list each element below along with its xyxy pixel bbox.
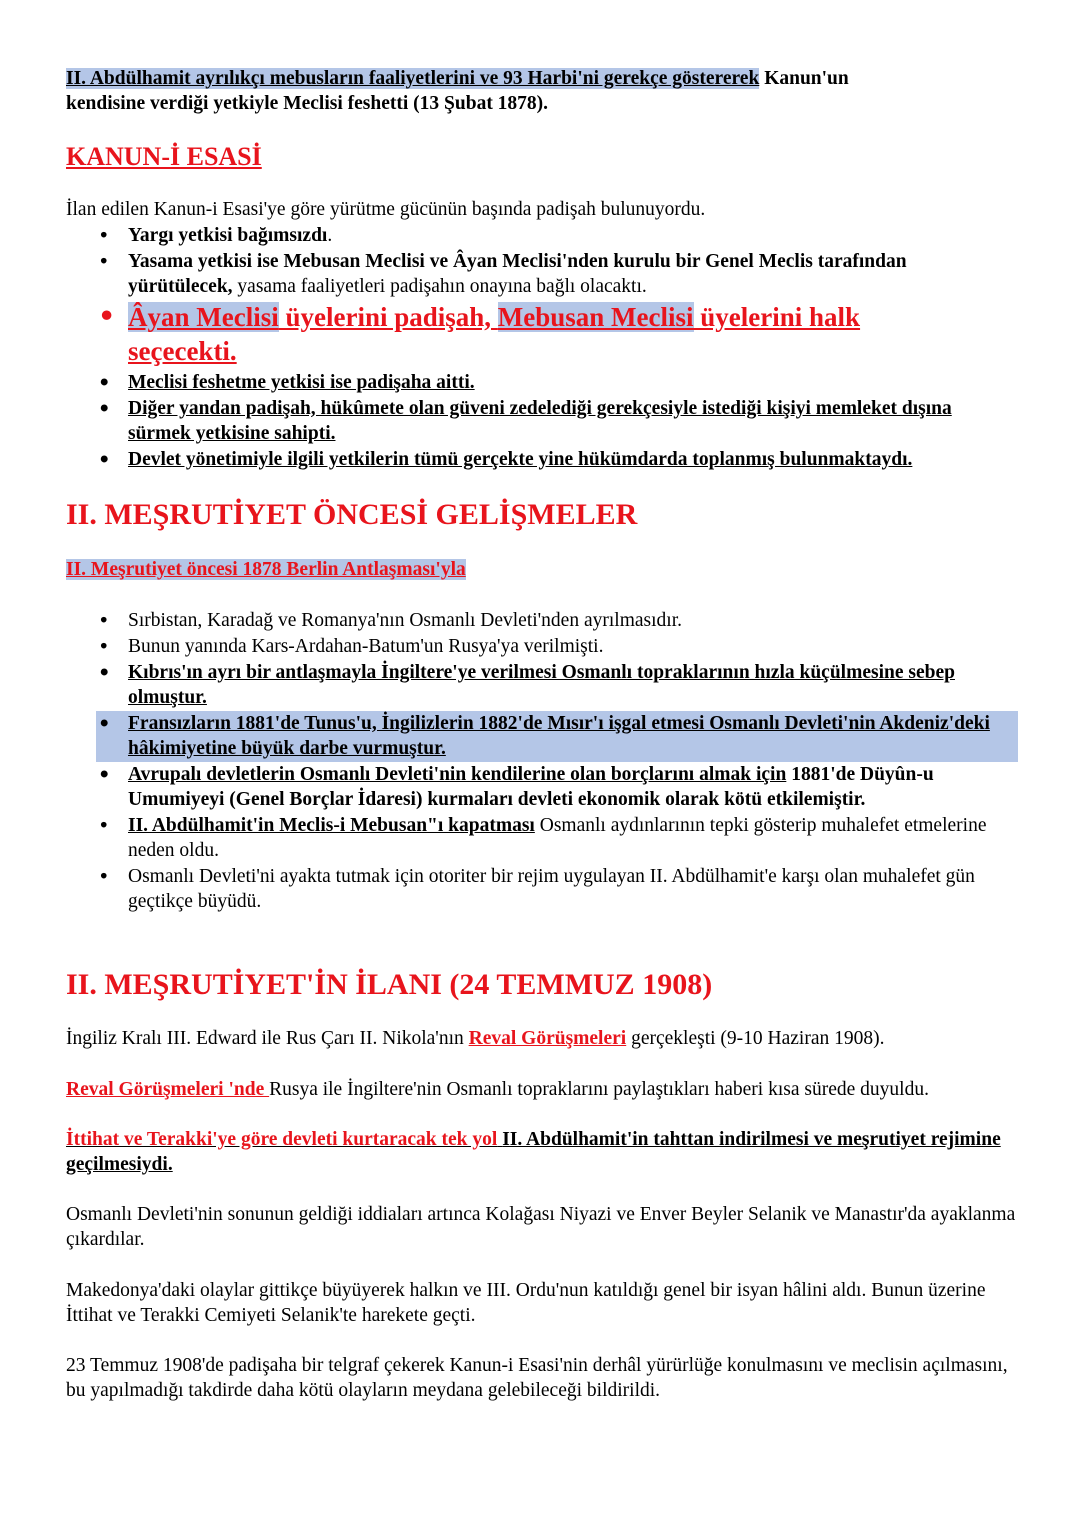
intro-text-cont: Kanun'un: [759, 68, 849, 89]
kanun-lead: İlan edilen Kanun-i Esasi'ye göre yürütme gücünün başında padişah bulunuyordu.: [66, 199, 706, 220]
intro-text-line2: kendisine verdiği yetkiyle Meclisi feshetti (13 Şubat 1878).: [66, 93, 549, 114]
list-item: • Fransızların 1881'de Tunus'u, İngilizlerin 1882'de Mısır'ı işgal etmesi Osmanlı Devleti'nin Akdeniz'deki hâkimiyetine büyük darbe vurmuştur.: [64, 711, 1014, 761]
kanun-list: [64, 223, 1014, 299]
oncesi-list: [64, 608, 1014, 914]
ilan-paragraph-3: İttihat ve Terakki'ye göre devleti kurtaracak tek yol II. Abdülhamit'in tahttan indirilmesi ve meşrutiyet rejimine geçilmesiydi.: [66, 1129, 1001, 1175]
list-item: • Âyan Meclisi üyelerini padişah, Mebusan Meclisi üyelerini halk seçecekti.: [64, 300, 954, 368]
list-item: • Avrupalı devletlerin Osmanlı Devleti'nin kendilerine olan borçlarını almak için 1881'de Düyûn-u Umumiyeyi (Genel Borçlar İdaresi) kurmaları devleti ekonomik olarak kötü etkilemiştir.: [64, 762, 1014, 812]
intro-paragraph: [66, 66, 1016, 116]
ilan-heading: II. MEŞRUTİYET'İN İLANI (24 TEMMUZ 1908): [66, 968, 713, 1001]
list-item: • Devlet yönetimiyle ilgili yetkilerin tümü gerçekte yine hükümdarda toplanmış bulunmaktaydı.: [64, 447, 1014, 472]
ilan-paragraph-2: Reval Görüşmeleri 'nde Rusya ile İngiltere'nin Osmanlı topraklarını paylaştıkları haberi kısa sürede duyuldu.: [66, 1079, 929, 1100]
intro-highlighted-text: II. Abdülhamit ayrılıkçı mebusların faaliyetlerini ve 93 Harbi'ni gerekçe göstererek: [66, 68, 760, 89]
list-item: • Osmanlı Devleti'ni ayakta tutmak için otoriter bir rejim uygulayan II. Abdülhamit'e karşı olan muhalefet gün geçtikçe büyüdü.: [64, 864, 1014, 914]
kanun-list-2: [64, 370, 1014, 472]
list-item: • Bunun yanında Kars-Ardahan-Batum'un Rusya'ya verilmişti.: [64, 634, 1014, 659]
list-item: • Yargı yetkisi bağımsızdı.: [64, 223, 1014, 248]
oncesi-subheading: II. Meşrutiyet öncesi 1878 Berlin Antlaşması'yla: [66, 559, 466, 580]
ilan-paragraph-6: 23 Temmuz 1908'de padişaha bir telgraf çekerek Kanun-i Esasi'nin derhâl yürürlüğe konulmasını ve meclisin açılmasını, bu yapılmadığı takdirde daha kötü olayların meydana gelebileceği bildirildi.: [66, 1355, 1008, 1401]
ilan-paragraph-4: Osmanlı Devleti'nin sonunun geldiği iddiaları artınca Kolağası Niyazi ve Enver Beyler Selanik ve Manastır'da ayaklanma çıkardılar.: [66, 1204, 1016, 1250]
kanun-heading: KANUN-İ ESASİ: [66, 142, 262, 171]
list-item: • Meclisi feshetme yetkisi ise padişaha aitti.: [64, 370, 1014, 395]
ilan-paragraph-1: İngiliz Kralı III. Edward ile Rus Çarı II. Nikola'nın Reval Görüşmeleri gerçekleşti (9-10 Haziran 1908).: [66, 1028, 885, 1049]
list-item: • Kıbrıs'ın ayrı bir antlaşmayla İngiltere'ye verilmesi Osmanlı topraklarının hızla küçülmesine sebep olmuştur.: [64, 660, 1014, 710]
list-item: • Diğer yandan padişah, hükûmete olan güveni zedelediği gerekçesiyle istediği kişiyi memleket dışına sürmek yetkisine sahipti.: [64, 396, 1014, 446]
ilan-paragraph-5: Makedonya'daki olaylar gittikçe büyüyerek halkın ve III. Ordu'nun katıldığı genel bir isyan hâlini aldı. Bunun üzerine İttihat ve Terakki Cemiyeti Selanik'te harekete geçti.: [66, 1280, 986, 1326]
oncesi-heading: II. MEŞRUTİYET ÖNCESİ GELİŞMELER: [66, 498, 638, 531]
list-item: • Yasama yetkisi ise Mebusan Meclisi ve Âyan Meclisi'nden kurulu bir Genel Meclis tarafından yürütülecek, yasama faaliyetleri padişahın onayına bağlı olacaktı.: [64, 249, 1014, 299]
list-item: • II. Abdülhamit'in Meclis-i Mebusan"ı kapatması Osmanlı aydınlarının tepki gösterip muhalefet etmelerine neden oldu.: [64, 813, 1014, 863]
list-item: • Sırbistan, Karadağ ve Romanya'nın Osmanlı Devleti'nden ayrılmasıdır.: [64, 608, 1014, 633]
kanun-emphasis-list: [64, 300, 954, 368]
